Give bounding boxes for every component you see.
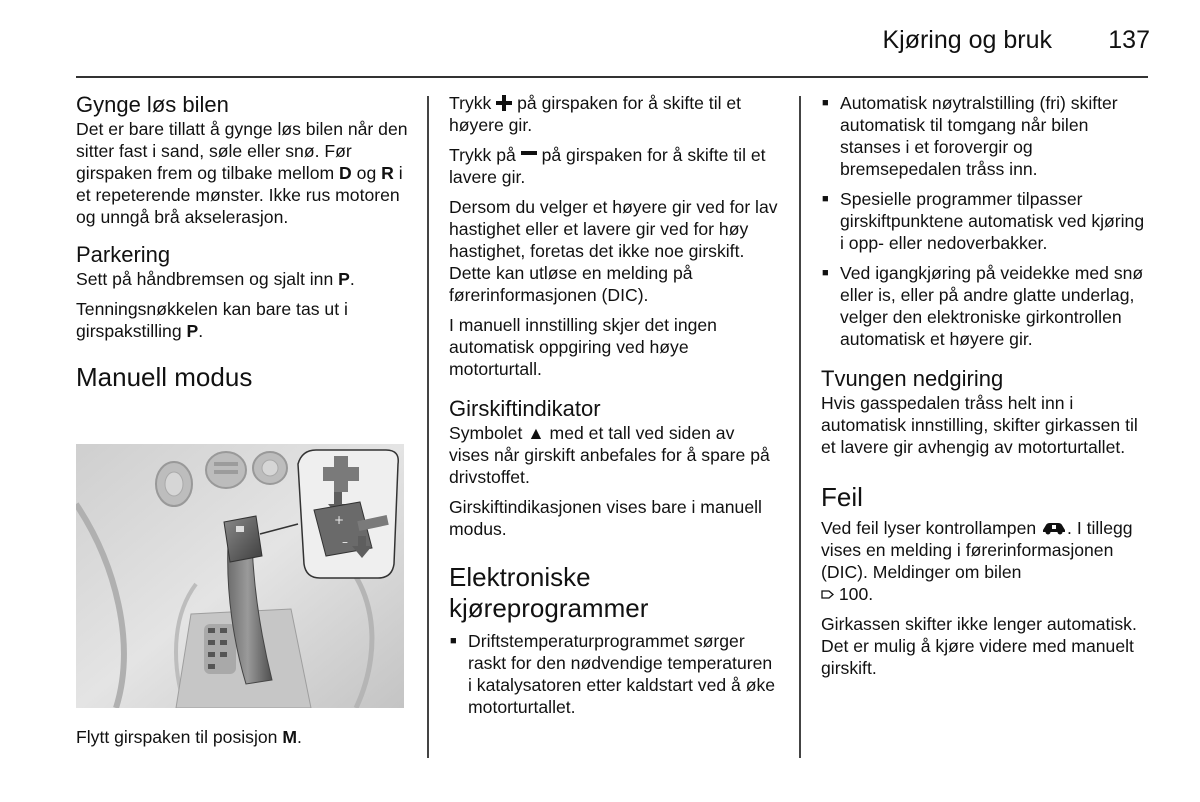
manual-paragraph: I manuell innstilling skjer det ingen automatisk oppgiring ved høye motorturtall. — [449, 315, 717, 379]
section-heading-indicator: Girskiftindikator — [449, 396, 601, 421]
fault-paragraph-1 — [821, 517, 1151, 605]
minus-icon — [521, 146, 537, 162]
indicator-before: Symbolet — [449, 423, 523, 443]
press-plus-paragraph — [449, 92, 779, 136]
section-heading-kickdown: Tvungen nedgiring — [821, 366, 1004, 391]
page-reference-link[interactable]: 100. — [838, 584, 874, 604]
press-minus-before: Trykk på — [449, 145, 516, 165]
page-number: 137 — [1108, 26, 1150, 54]
gear-d-label: D — [339, 163, 352, 183]
section-heading-programs — [449, 562, 779, 624]
car-warning-icon — [1041, 521, 1067, 535]
column-2 — [449, 92, 779, 726]
parking-text-2: Tenningsnøkkelen kan bare tas ut i girspakstilling — [76, 299, 348, 341]
programs-bullet-list-continued — [821, 92, 1151, 350]
rocking-text-1: Det er bare tillatt å gynge løs bilen når den sitter fast i sand, søle eller snø. Før girspaken frem og tilbake mellom — [76, 119, 408, 183]
parking-text-1: Sett på håndbremsen og sjalt inn — [76, 269, 334, 289]
indicator-after: med et tall ved siden av vises når girskift anbefales for å spare på drivstoffet. — [449, 423, 770, 487]
fault-paragraph-2: Girkassen skifter ikke lenger automatisk. Det er mulig å kjøre videre med manuelt girskift. — [821, 614, 1137, 678]
programs-heading-line-1: Elektroniske — [449, 562, 591, 592]
header-title: Kjøring og bruk — [882, 26, 1052, 54]
column-3 — [821, 92, 1151, 687]
gear-p-label: P — [338, 269, 350, 289]
svg-text:–: – — [342, 535, 348, 549]
figure-caption: Flytt girspaken til posisjon M. — [76, 727, 302, 747]
fault-text-1-after: . I tillegg vises en melding i førerinformasjonen (DIC). Meldinger om bilen — [821, 518, 1133, 582]
speed-paragraph: Dersom du velger et høyere gir ved for lav hastighet eller et lavere gir ved for høy hastighet, foretas det ikke noe girskift. Dette kan utløse en melding på førerinformasjonen (DIC). — [449, 197, 778, 305]
indicator-paragraph-2: Girskiftindikasjonen vises bare i manuell modus. — [449, 497, 762, 539]
page-header — [0, 0, 1200, 80]
press-plus-before: Trykk — [449, 93, 492, 113]
press-minus-paragraph — [449, 144, 779, 188]
svg-text:+: + — [334, 513, 345, 527]
programs-bullet-list — [449, 630, 779, 718]
press-plus-after: på girspaken for å skifte til et høyere gir. — [449, 93, 742, 135]
caption-text: Flytt girspaken til posisjon — [76, 727, 278, 747]
section-heading-manual-mode: Manuell modus — [76, 362, 253, 392]
plus-icon — [496, 95, 512, 111]
press-minus-after: på girspaken for å skifte til et lavere gir. — [449, 145, 766, 187]
gear-shifter-illustration — [76, 444, 404, 708]
section-heading-rocking: Gynge løs bilen — [76, 92, 229, 117]
rocking-text-2: i et repeterende mønster. Ikke rus motoren og unngå brå akselerasjon. — [76, 163, 403, 227]
parking-paragraph-2: Tenningsnøkkelen kan bare tas ut i girspakstilling P. — [76, 299, 348, 341]
list-item: ■ Driftstemperaturprogrammet sørger raskt for den nødvendige temperaturen i katalysatoren etter kaldstart ved å øke motorturtallet. — [449, 630, 779, 718]
list-item: ■ Spesielle programmer tilpasser girskiftpunktene automatisk ved kjøring i opp- eller nedoverbakker. — [821, 188, 1151, 254]
gear-p-label-2: P — [186, 321, 199, 341]
kickdown-paragraph: Hvis gasspedalen tråss helt inn i automatisk innstilling, skifter girkassen til et lavere gir avhengig av motorturtallet. — [821, 393, 1138, 457]
and-word: og — [356, 163, 377, 183]
up-triangle-icon: ▲ — [527, 423, 545, 443]
fault-text-1-before: Ved feil lyser kontrollampen — [821, 518, 1037, 538]
programs-heading-line-2: kjøreprogrammer — [449, 593, 649, 623]
list-item: ■ Automatisk nøytralstilling (fri) skifter automatisk til tomgang når bilen stanses i et forovergir og bremsepedalen tråss inn. — [821, 92, 1151, 180]
gear-m-label: M — [282, 727, 297, 747]
rocking-paragraph — [76, 118, 408, 228]
column-divider-left — [427, 96, 429, 758]
gear-r-label: R — [381, 163, 394, 183]
header-rule — [76, 76, 1148, 78]
column-divider-right — [799, 96, 801, 758]
section-heading-fault: Feil — [821, 482, 863, 512]
section-heading-parking: Parkering — [76, 242, 171, 267]
indicator-paragraph-1 — [449, 422, 779, 488]
list-item: ■ Ved igangkjøring på veidekke med snø eller is, eller på andre glatte underlag, velger den elektroniske girkontrollen automatisk et høyere gir. — [821, 262, 1151, 350]
page-reference-icon[interactable] — [821, 588, 834, 601]
column-1 — [76, 92, 408, 393]
parking-paragraph-1: Sett på håndbremsen og sjalt inn P. — [76, 269, 355, 289]
